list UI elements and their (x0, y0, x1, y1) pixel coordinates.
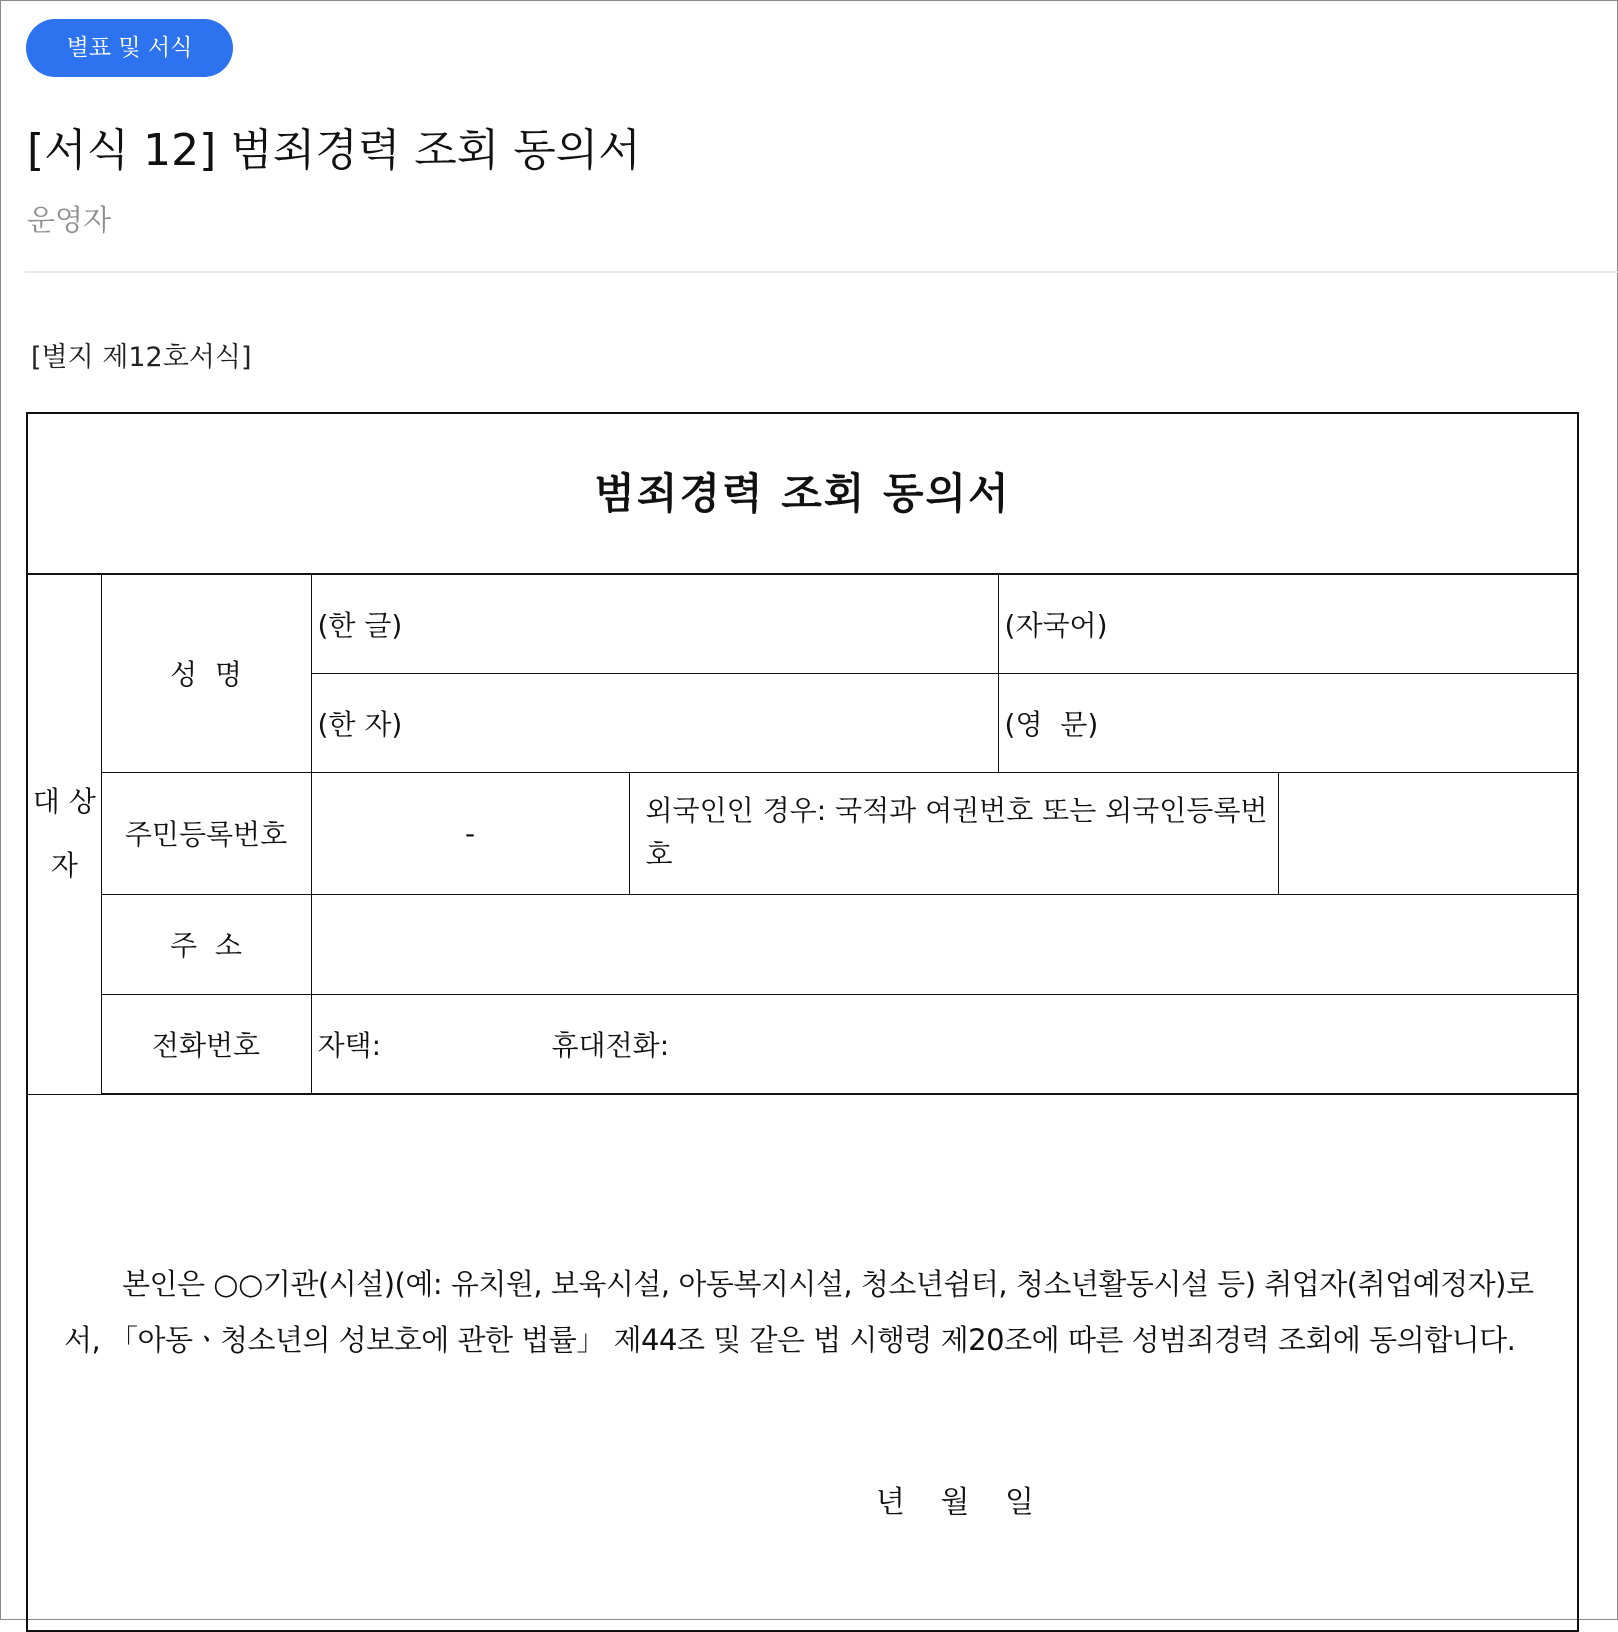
name-native-field[interactable]: (자국어) (998, 574, 1577, 673)
consent-text: 본인은 ○○기관(시설)(예: 유치원, 보육시설, 아동복지시설, 청소년쉼터, 청소년활동시설 등) 취업자(취업예정자)로서, 「아동ㆍ청소년의 성보호에 관한 법률」 제44조 및 같은 법 시행령 제20조에 따른 성범죄경력 조회에 동의합니다. (64, 1267, 1534, 1357)
name-english-field[interactable]: (영 문) (998, 673, 1577, 772)
foreigner-id-field[interactable] (1278, 772, 1577, 894)
phone-field[interactable] (311, 994, 1577, 1094)
page-title: [서식 12] 범죄경력 조회 동의서 (27, 125, 641, 176)
form-number: [별지 제12호서식] (31, 342, 252, 373)
foreigner-note: 외국인인 경우: 국적과 여권번호 또는 외국인등록번호 (629, 772, 1278, 894)
name-label: 성 명 (101, 574, 311, 772)
form-title: 범죄경력 조회 동의서 (594, 469, 1011, 518)
name-korean-field[interactable]: (한 글) (311, 574, 998, 673)
author-name: 운영자 (27, 203, 112, 237)
date-line: 년 월 일 (876, 1485, 1039, 1520)
name-hanja-field[interactable]: (한 자) (311, 673, 998, 772)
rrn-label: 주민등록번호 (101, 772, 311, 894)
category-chip[interactable]: 별표 및 서식 (26, 19, 233, 77)
rrn-field[interactable]: - (311, 772, 629, 894)
header-divider (25, 271, 1618, 273)
phone-label: 전화번호 (101, 994, 311, 1094)
home-phone-label: 자택: (317, 1028, 382, 1062)
consent-form (26, 412, 1579, 1632)
subject-info-table (28, 573, 1577, 1095)
subject-label: 대 상 자 (28, 574, 101, 1094)
address-field[interactable] (311, 894, 1577, 994)
mobile-phone-label: 휴대전화: (551, 1028, 670, 1062)
address-label: 주 소 (101, 894, 311, 994)
